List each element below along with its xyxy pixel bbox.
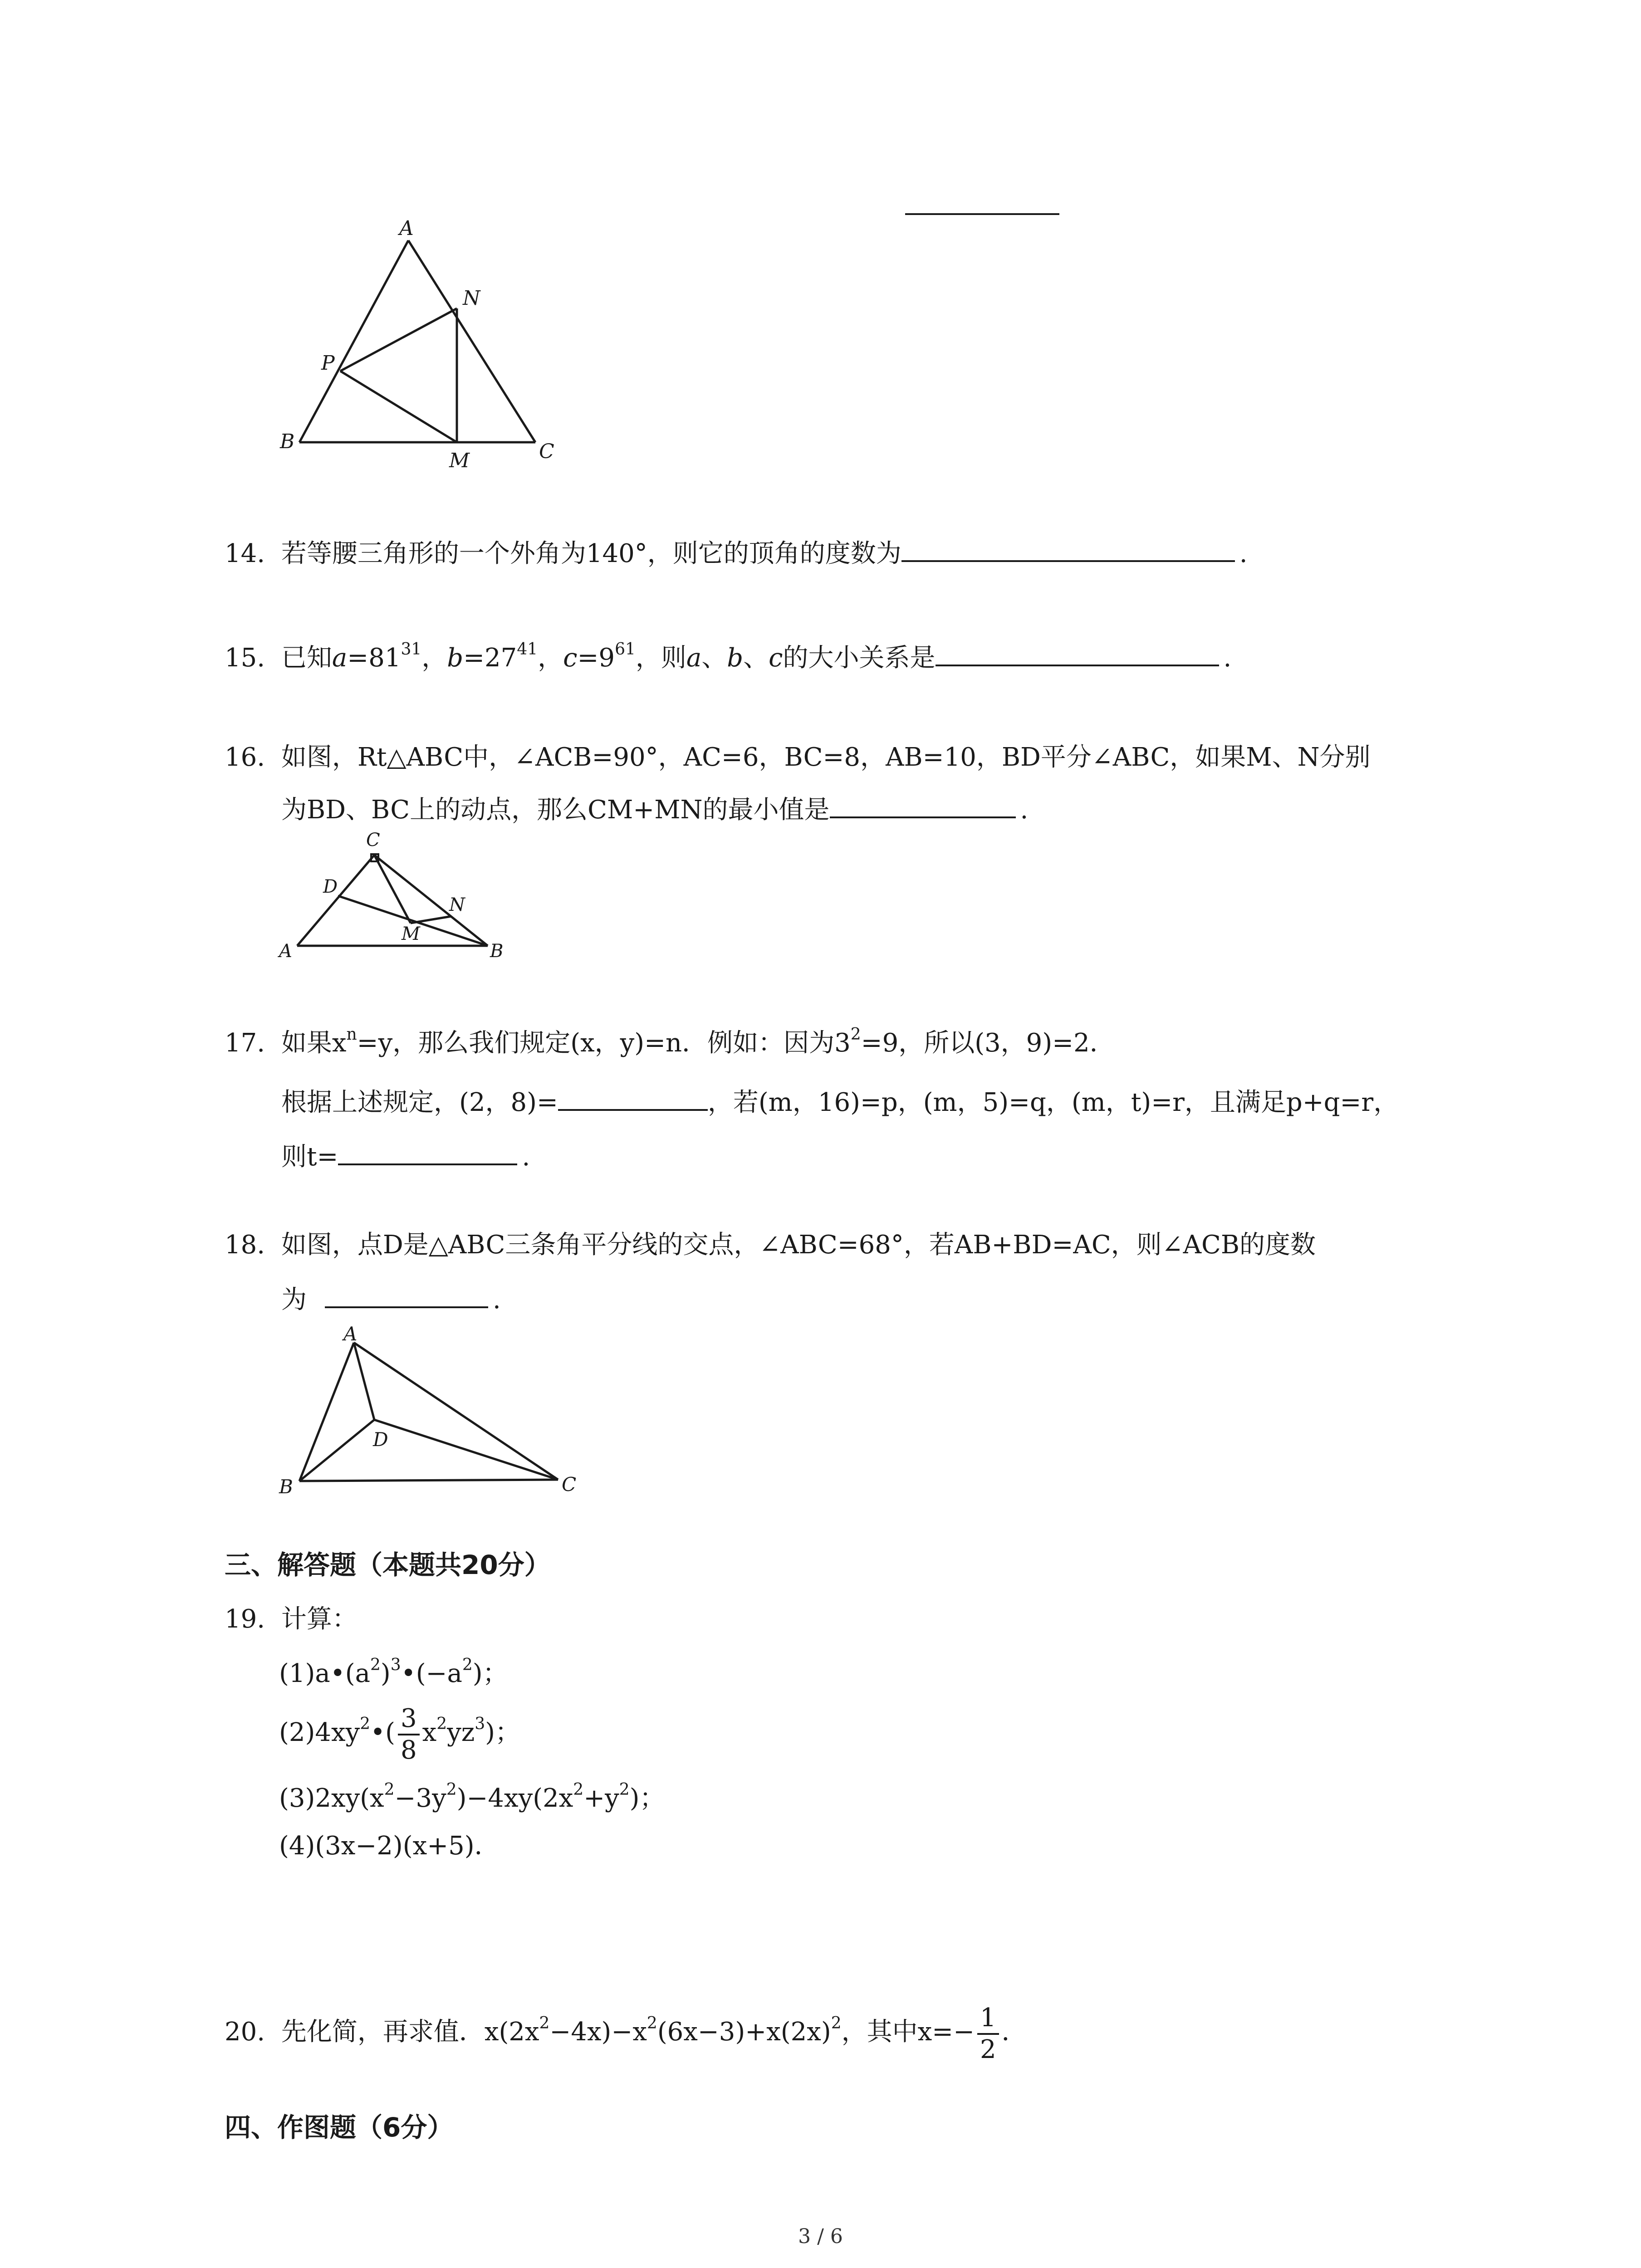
label-A-18: A [343,1323,358,1345]
label-D-18: D [373,1428,388,1451]
answer-blank-2[interactable] [338,1136,517,1165]
question-text-line1: 如图，点D是△ABC三条角平分线的交点，∠ABC=68°，若AB+BD=AC，则∠ACB的度数 [281,1230,1316,1260]
question-number: 18. [225,1230,265,1260]
question-17-line2: 根据上述规定，(2，8)= ，若(m，16)=p，(m，5)=q，(m，t)=r，且满足p+q=r， [281,1082,1399,1121]
label-B: B [280,430,295,453]
period: . [493,1285,501,1315]
label-B-18: B [279,1476,293,1498]
label-N-16: N [449,894,465,915]
question-text-line1: 如果$x^n=y$，那么我们规定(x，y)=n．例如：因为$3^2=9$，所以(3，9)=2． [281,1025,1115,1058]
page-number: 3 / 6 [798,2225,843,2248]
question-15 [225,637,1231,676]
period: . [522,1142,530,1172]
question-20 [225,1996,1027,2068]
answer-blank[interactable] [830,789,1016,818]
question-18 [225,1227,1316,1263]
label-A-16: A [279,941,292,962]
question-text: 已知$a=81^{31}$，$b=27^{41}$，$c=9^{61}$，则a、b、c的大小关系是 [281,640,936,673]
question-text-line1: 如图，Rt△ABC中，∠ACB=90°，AC=6，BC=8，AB=10，BD平分∠ABC，如果M、N分别 [281,743,1371,772]
question-17-line3: 则t= . [281,1136,530,1175]
section-heading-3: 三、解答题（本题共20分） [225,1549,551,1580]
answer-blank[interactable] [325,1279,488,1308]
label-P: P [321,352,335,375]
sub-question-2: $(2)4xy^2•$( $\frac{3}{8}$ $x^2yz^3$)； [279,1703,521,1765]
question-number: 17. [225,1028,265,1058]
label-C: C [539,440,554,463]
label-C-16: C [366,830,380,850]
answer-blank[interactable] [936,637,1219,666]
question-19 [225,1601,358,1637]
label-C-18: C [562,1473,577,1496]
answer-blank-1[interactable] [558,1082,708,1111]
question-number: 15. [225,643,265,673]
question-text: 若等腰三角形的一个外角为140°，则它的顶角的度数为 [281,539,901,568]
question-16-line2 [281,789,1028,828]
question-text-line2: 为BD、BC上的动点，那么CM+MN的最小值是 [281,795,830,825]
question-18-line2: 为 . [281,1279,501,1318]
label-A: A [399,217,414,240]
section-heading-4: 四、作图题（6分） [225,2112,454,2143]
label-N: N [463,287,480,310]
fraction-1-2: $\frac{1}{2}$ [977,2003,999,2065]
sub-question-1: $(1)a•(a^2)^3•(-a^2)$； [279,1656,508,1688]
question-number: 14. [225,539,265,568]
answer-blank[interactable] [901,533,1235,562]
label-D-16: D [323,876,338,897]
question-14 [225,533,1248,572]
period: . [1020,795,1029,825]
period: . [1239,539,1248,568]
period: . [1223,643,1232,673]
question-text: 先化简，再求值．$x(2x^2-4x)-x^2(6x-3)+x(2x)^2$，其中x=− $\frac{1}{2}$ ． [281,2003,1027,2064]
question-16 [225,739,1371,776]
fraction-3-8: $\frac{3}{8}$ [398,1704,420,1765]
sub-question-4: (4)(3x−2)(x+5)． [279,1831,500,1861]
question-title: 计算： [281,1604,358,1634]
answer-blank-prev[interactable] [905,213,1059,215]
label-B-16: B [490,941,504,962]
question-number: 19. [225,1604,265,1634]
question-number: 20. [225,2017,265,2047]
label-M: M [449,449,470,472]
label-M-16: M [402,924,420,944]
question-number: 16. [225,743,265,772]
question-17 [225,1025,1115,1061]
sub-question-3: $(3)2xy(x^2-3y^2)-4xy(2x^2+y^2)$； [279,1780,665,1813]
